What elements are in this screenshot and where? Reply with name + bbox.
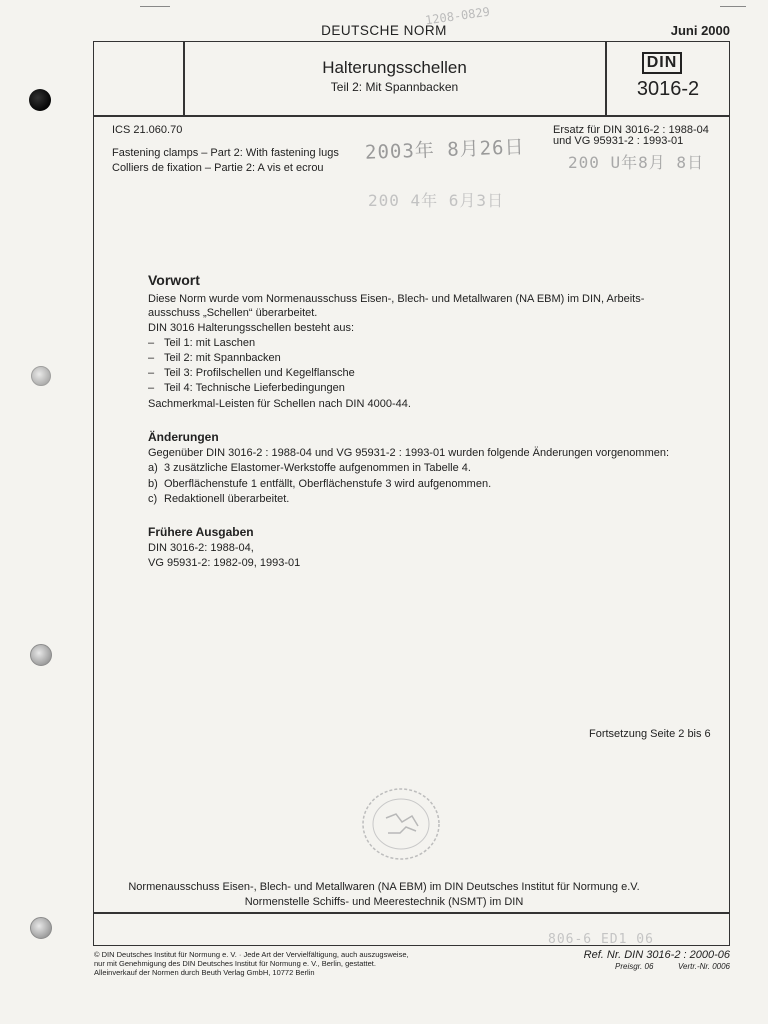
continuation-note: Fortsetzung Seite 2 bis 6 <box>589 728 711 740</box>
received-stamp-2: 200 U年8月 8日 <box>568 153 705 172</box>
title-divider-left <box>183 41 185 116</box>
scan-mark <box>140 6 170 7</box>
binder-hole-3 <box>30 644 52 666</box>
list-item-text: Teil 3: Profilschellen und Kegelflansche <box>164 367 355 379</box>
list-dash: – <box>148 367 155 379</box>
issue-date: Juni 2000 <box>670 23 730 38</box>
binder-hole-1 <box>29 89 51 111</box>
part-list-item <box>148 336 255 351</box>
part-list-item <box>148 366 355 381</box>
copyright-line-1: © DIN Deutsches Institut für Normung e. V. · Jede Art der Vervielfältigung, auch auszugsweise, <box>94 950 409 959</box>
change-text: Redaktionell überarbeitet. <box>164 493 290 505</box>
list-dash: – <box>148 352 155 364</box>
parts-intro: DIN 3016 Halterungsschellen besteht aus: <box>148 322 355 334</box>
title-bottom-rule <box>93 115 730 117</box>
part-list-item <box>148 381 345 396</box>
previous-edition-1: DIN 3016-2: 1988-04, <box>148 542 254 554</box>
vorwort-paragraph-line-1: Diese Norm wurde vom Normenausschuss Eisen-, Blech- und Metallwaren (NA EBM) im DIN, Arbeits- <box>148 293 645 305</box>
library-seal-icon <box>356 783 446 865</box>
list-dash: – <box>148 337 155 349</box>
previous-edition-2: VG 95931-2: 1982-09, 1993-01 <box>148 557 301 569</box>
scan-mark <box>720 6 746 7</box>
fruehere-heading: Frühere Ausgaben <box>148 525 254 539</box>
stamp-top: 1208-0829 <box>424 4 491 28</box>
change-marker: c) <box>148 493 158 505</box>
norm-label: DEUTSCHE NORM <box>321 23 447 38</box>
change-text: 3 zusätzliche Elastomer-Werkstoffe aufgenommen in Tabelle 4. <box>164 462 471 474</box>
din-logo-text: DIN <box>646 54 678 71</box>
change-item <box>148 461 471 476</box>
binder-hole-2 <box>31 366 51 386</box>
bottom-box-rule <box>93 912 730 914</box>
document-title: Halterungsschellen <box>322 58 467 77</box>
reference-number: Ref. Nr. DIN 3016-2 : 2000-06 <box>583 949 730 961</box>
vorwort-heading: Vorwort <box>148 272 200 288</box>
list-item-text: Teil 1: mit Laschen <box>164 337 256 349</box>
list-dash: – <box>148 382 155 394</box>
received-stamp-3: 200 4年 6月3日 <box>368 191 505 210</box>
title-english: Fastening clamps – Part 2: With fastening lugs <box>112 147 339 159</box>
aenderungen-intro: Gegenüber DIN 3016-2 : 1988-04 und VG 95931-2 : 1993-01 wurden folgende Änderungen vorgenommen: <box>148 447 670 459</box>
change-item <box>148 492 289 507</box>
standard-number: 3016-2 <box>636 78 700 100</box>
replaces-line-2: und VG 95931-2 : 1993-01 <box>553 135 684 147</box>
copyright-line-3: Alleinverkauf der Normen durch Beuth Verlag GmbH, 10772 Berlin <box>94 968 315 977</box>
ics-code: ICS 21.060.70 <box>112 124 183 136</box>
title-french: Colliers de fixation – Partie 2: A vis et ecrou <box>112 162 324 174</box>
change-marker: a) <box>148 462 158 474</box>
binder-hole-4 <box>30 917 52 939</box>
copyright-line-2: nur mit Genehmigung des DIN Deutsches Institut für Normung e. V., Berlin, gestattet. <box>94 959 376 968</box>
vertr-number: Vertr.-Nr. 0006 <box>677 962 730 971</box>
change-marker: b) <box>148 478 158 490</box>
committee-line-2: Normenstelle Schiffs- und Meerestechnik (NSMT) im DIN <box>244 896 524 908</box>
part-list-item <box>148 351 281 366</box>
aenderungen-heading: Änderungen <box>148 430 219 444</box>
stamp-bottom: 806-6 ED1 06 <box>548 932 654 947</box>
din-logo <box>642 52 682 74</box>
change-text: Oberflächenstufe 1 entfällt, Oberflächenstufe 3 wird aufgenommen. <box>164 478 492 490</box>
change-item <box>148 477 491 492</box>
list-item-text: Teil 4: Technische Lieferbedingungen <box>164 382 345 394</box>
replaces-line-1: Ersatz für DIN 3016-2 : 1988-04 <box>553 124 709 136</box>
list-item-text: Teil 2: mit Spannbacken <box>164 352 281 364</box>
received-stamp-1: 2003年 8月26日 <box>364 136 525 164</box>
document-subtitle: Teil 2: Mit Spannbacken <box>330 80 459 94</box>
price-group: Preisgr. 06 <box>615 962 654 971</box>
vorwort-paragraph-line-2: ausschuss „Schellen“ überarbeitet. <box>148 307 318 319</box>
committee-line-1: Normenausschuss Eisen-, Blech- und Metallwaren (NA EBM) im DIN Deutsches Institut für Normung e.V. <box>128 881 640 893</box>
sachmerkmal-note: Sachmerkmal-Leisten für Schellen nach DIN 4000-44. <box>148 398 411 410</box>
